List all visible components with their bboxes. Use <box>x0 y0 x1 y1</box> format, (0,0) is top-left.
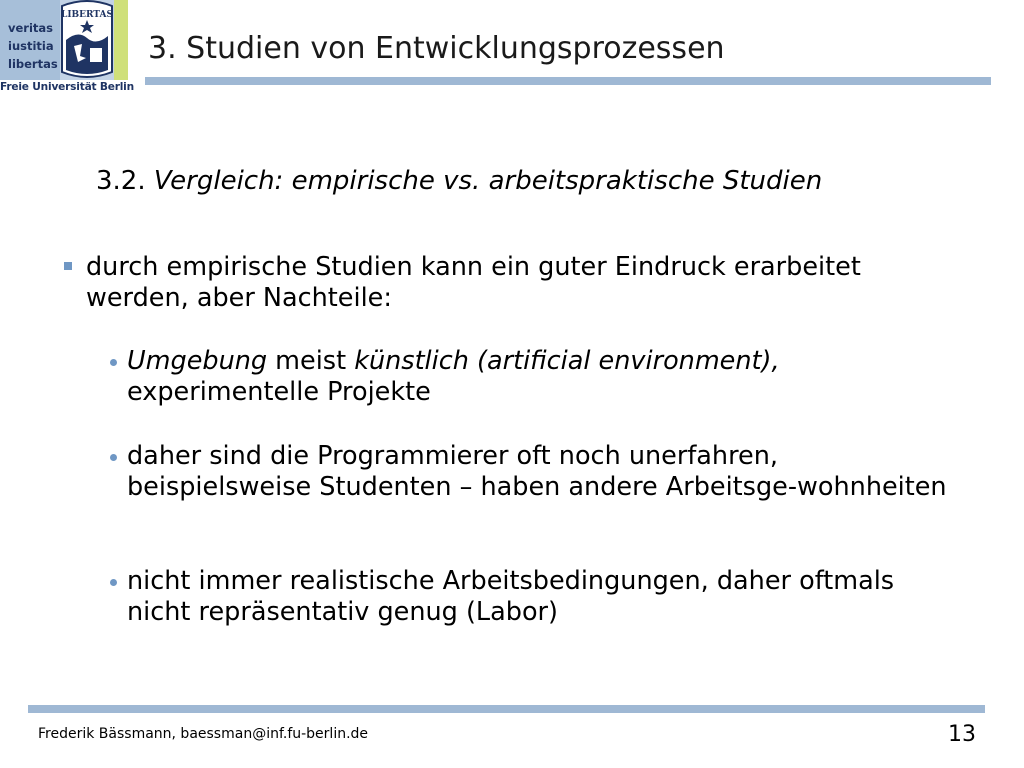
sub-bullet-3-text: nicht immer realistische Arbeitsbedingungen, daher oftmals nicht repräsentativ genug (Labor) <box>127 566 895 627</box>
logo-seal <box>60 0 114 80</box>
square-bullet-icon <box>64 262 72 270</box>
logo-motto-line: veritas <box>8 21 54 35</box>
sub-bullet-1 <box>127 346 947 408</box>
sub-bullet-2 <box>127 441 947 503</box>
sub-bullet-1-part3: künstlich (artificial environment), <box>354 346 780 376</box>
svg-text:LIBERTAS: LIBERTAS <box>60 10 114 20</box>
sub-bullet-1-part4: experimentelle Projekte <box>127 377 431 407</box>
dot-bullet-icon <box>110 359 117 366</box>
dot-bullet-icon <box>110 454 117 461</box>
logo-motto-block <box>0 0 60 80</box>
sub-bullet-3 <box>127 566 947 628</box>
subtitle-text: Vergleich: empirische vs. arbeitspraktische Studien <box>153 166 823 196</box>
sub-bullet-2-text: daher sind die Programmierer oft noch unerfahren, beispielsweise Studenten – haben andere Arbeitsge-wohnheiten <box>127 441 947 502</box>
footer-divider <box>28 705 985 713</box>
university-logo <box>0 0 134 96</box>
slide-subtitle <box>96 166 822 196</box>
dot-bullet-icon <box>110 579 117 586</box>
sub-bullet-1-part2: meist <box>267 346 355 376</box>
page-number: 13 <box>948 722 976 747</box>
university-name: Freie Universität Berlin <box>0 81 134 93</box>
title-divider <box>145 77 991 85</box>
subtitle-number: 3.2. <box>96 166 146 196</box>
seal-emblem-icon <box>60 0 114 80</box>
logo-green-bar <box>114 0 128 80</box>
bullet-main <box>86 252 926 314</box>
logo-motto-line: iustitia <box>8 39 54 53</box>
footer-author: Frederik Bässmann, baessman@inf.fu-berlin.de <box>38 726 369 742</box>
slide-title: 3. Studien von Entwicklungsprozessen <box>148 31 725 66</box>
logo-motto-line: libertas <box>8 57 58 71</box>
bullet-main-text: durch empirische Studien kann ein guter Eindruck erarbeitet werden, aber Nachteile: <box>86 252 861 313</box>
sub-bullet-1-part1: Umgebung <box>127 346 268 376</box>
